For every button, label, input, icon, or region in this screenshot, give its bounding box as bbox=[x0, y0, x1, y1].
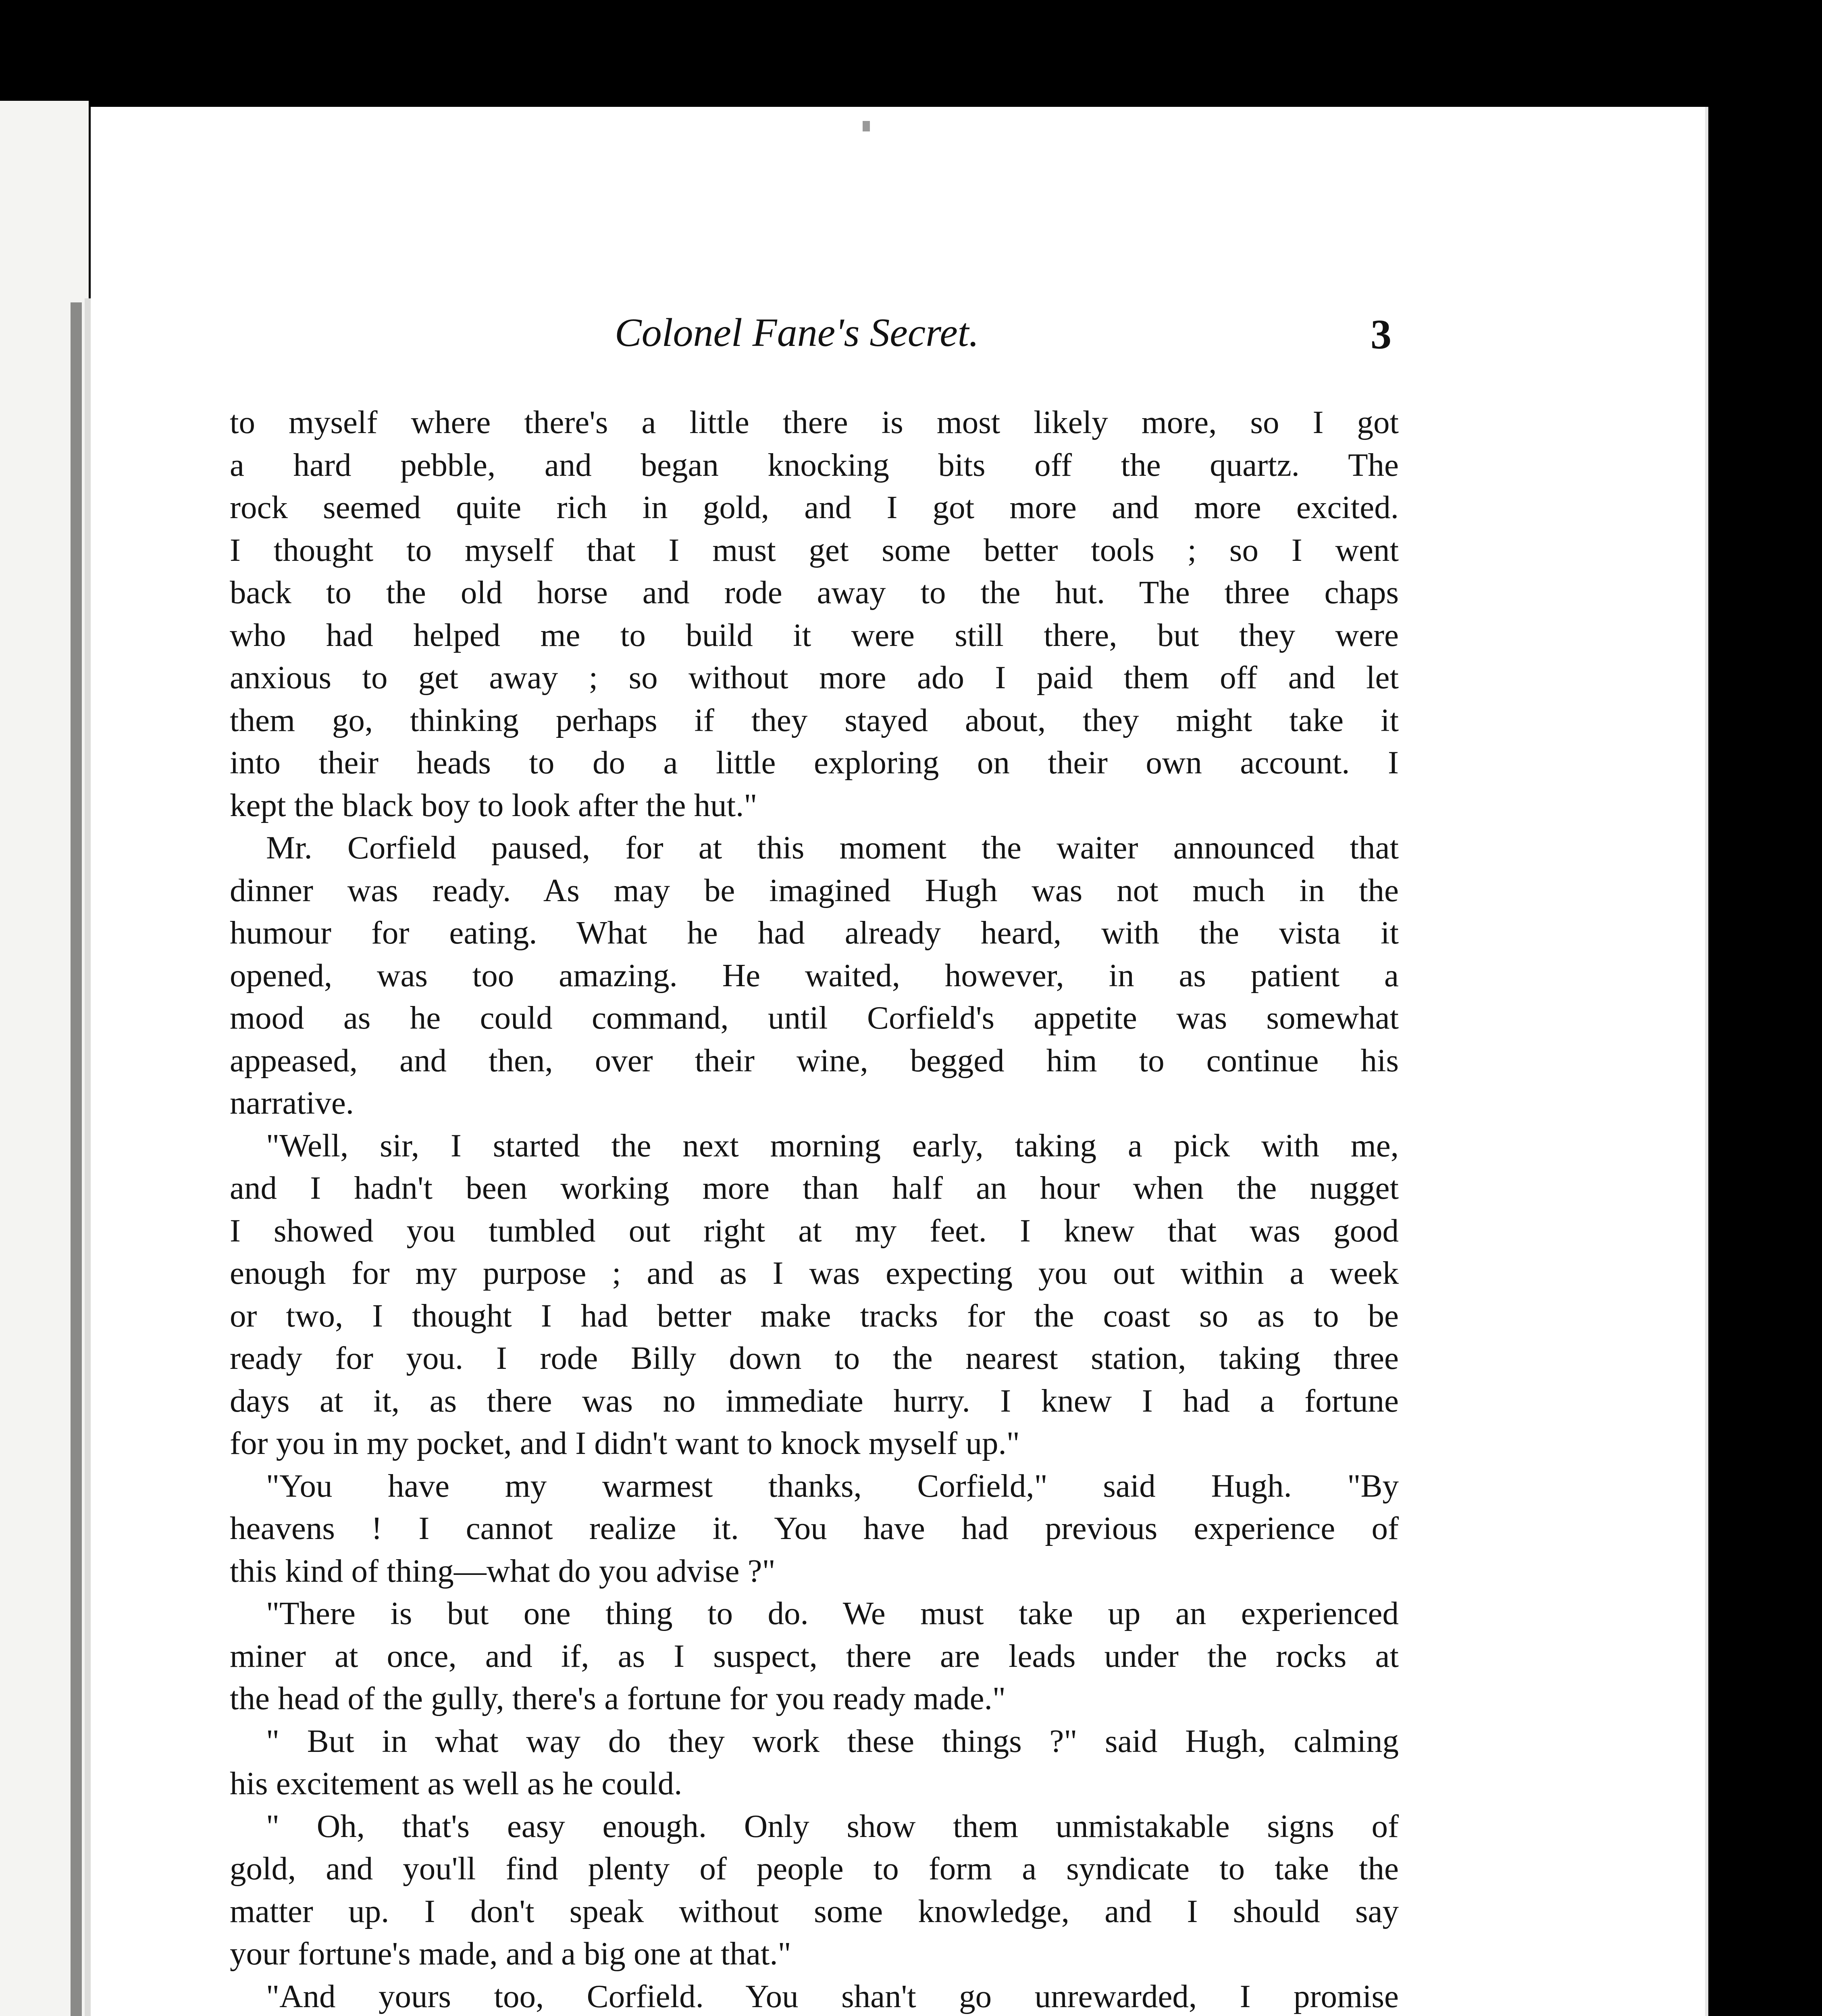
text-line: days at it, as there was no immediate hurry. I knew I had a fortune bbox=[230, 1382, 1399, 1419]
text-line: "Well, sir, I started the next morning early, taking a pick with me, bbox=[266, 1127, 1399, 1164]
text-line: for you in my pocket, and I didn't want to knock myself up." bbox=[230, 1425, 1020, 1461]
book-spine-shadow bbox=[71, 302, 82, 2016]
text-line: back to the old horse and rode away to the hut. The three chaps bbox=[230, 574, 1399, 610]
text-line: I showed you tumbled out right at my feet. I knew that was good bbox=[230, 1212, 1399, 1249]
running-header-title: Colonel Fane's Secret. bbox=[615, 310, 979, 355]
text-line: "And yours too, Corfield. You shan't go unrewarded, I promise bbox=[266, 1978, 1399, 2014]
text-line: his excitement as well as he could. bbox=[230, 1765, 682, 1801]
text-line: and I hadn't been working more than half an hour when the nugget bbox=[230, 1170, 1399, 1206]
text-line: kept the black boy to look after the hut." bbox=[230, 787, 757, 823]
text-line: heavens ! I cannot realize it. You have had previous experience of bbox=[230, 1510, 1399, 1546]
text-line: your fortune's made, and a big one at that." bbox=[230, 1935, 791, 1972]
text-line: or two, I thought I had better make tracks for the coast so as to be bbox=[230, 1297, 1399, 1334]
text-line: " But in what way do they work these things ?" said Hugh, calming bbox=[266, 1722, 1399, 1759]
text-line: to myself where there's a little there is most likely more, so I got bbox=[230, 404, 1399, 440]
text-line: " Oh, that's easy enough. Only show them unmistakable signs of bbox=[266, 1808, 1399, 1844]
text-line: appeased, and then, over their wine, begged him to continue his bbox=[230, 1042, 1399, 1079]
text-line: them go, thinking perhaps if they stayed about, they might take it bbox=[230, 702, 1399, 738]
text-line: Mr. Corfield paused, for at this moment the waiter announced that bbox=[266, 829, 1399, 866]
text-line: rock seemed quite rich in gold, and I got more and more excited. bbox=[230, 489, 1399, 525]
text-line: narrative. bbox=[230, 1085, 354, 1121]
page-number: 3 bbox=[1371, 311, 1391, 358]
text-line: matter up. I don't speak without some knowledge, and I should say bbox=[230, 1893, 1399, 1929]
text-line: miner at once, and if, as I suspect, there are leads under the rocks at bbox=[230, 1637, 1399, 1674]
text-line: humour for eating. What he had already heard, with the vista it bbox=[230, 914, 1399, 951]
text-line: "There is but one thing to do. We must take up an experienced bbox=[266, 1595, 1399, 1631]
text-line: anxious to get away ; so without more ado I paid them off and let bbox=[230, 659, 1399, 696]
scan-speck bbox=[863, 121, 870, 131]
page-edge bbox=[1705, 107, 1708, 2016]
text-line: a hard pebble, and began knocking bits off the quartz. The bbox=[230, 446, 1399, 483]
text-line: the head of the gully, there's a fortune for you ready made." bbox=[230, 1680, 1006, 1716]
text-line: gold, and you'll find plenty of people to form a syndicate to take the bbox=[230, 1850, 1399, 1887]
text-line: ready for you. I rode Billy down to the nearest station, taking three bbox=[230, 1340, 1399, 1376]
text-line: "You have my warmest thanks, Corfield," said Hugh. "By bbox=[266, 1467, 1399, 1504]
text-line: enough for my purpose ; and as I was expecting you out within a week bbox=[230, 1255, 1399, 1291]
text-line: who had helped me to build it were still there, but they were bbox=[230, 616, 1399, 653]
text-line: mood as he could command, until Corfield's appetite was somewhat bbox=[230, 1000, 1399, 1036]
text-line: this kind of thing—what do you advise ?" bbox=[230, 1552, 776, 1589]
text-line: opened, was too amazing. He waited, however, in as patient a bbox=[230, 957, 1399, 993]
text-line: I thought to myself that I must get some better tools ; so I went bbox=[230, 531, 1399, 568]
book-spine-highlight bbox=[85, 298, 91, 2016]
body-text bbox=[230, 401, 1399, 2016]
text-line: into their heads to do a little exploring on their own account. I bbox=[230, 744, 1399, 781]
text-line: dinner was ready. As may be imagined Hugh was not much in the bbox=[230, 872, 1399, 908]
